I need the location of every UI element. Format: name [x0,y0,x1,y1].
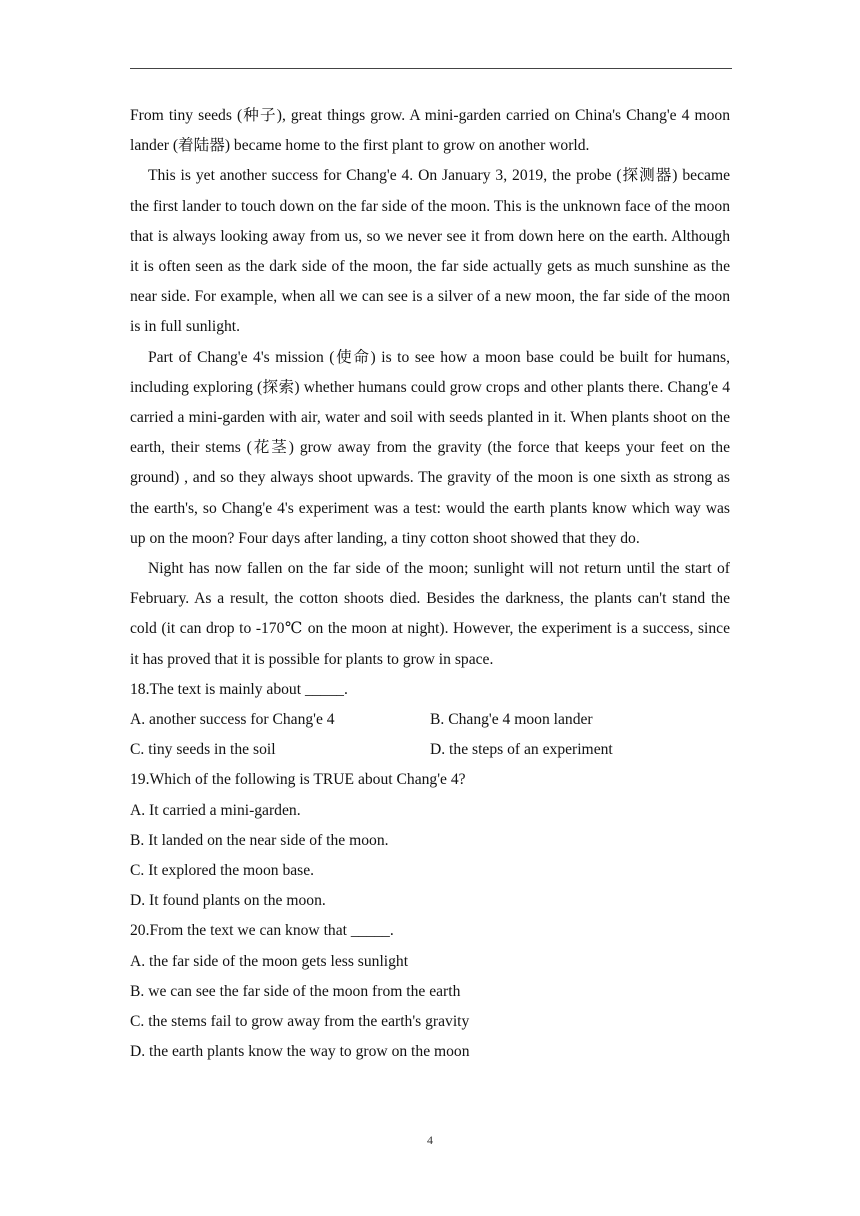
question-18-option-a: A. another success for Chang'e 4 [130,711,335,729]
page-number: 4 [427,1133,433,1147]
question-20-option-c: C. the stems fail to grow away from the earth's gravity [130,1013,470,1031]
question-19-option-a: A. It carried a mini-garden. [130,801,301,819]
question-19-option-b: B. It landed on the near side of the moon. [130,831,389,849]
header-rule [130,68,732,69]
question-19-stem: 19.Which of the following is TRUE about Chang'e 4? [130,771,466,789]
question-18-options-row-2 [130,735,730,765]
question-20-option-a: A. the far side of the moon gets less sunlight [130,952,409,970]
passage-paragraph-3: Part of Chang'e 4's mission (使命) is to see how a moon base could be built for humans, including exploring (探索) whether humans could grow crops and other plants there. Chang'e 4 carried a mini-garden with air, water and soil with seeds planted in it. When plants shoot on the earth, their stems (花茎) grow away from the gravity (the force that keeps your feet on the ground) , and so they always shoot upwards. The gravity of the moon is one sixth as strong as the earth's, so Chang'e 4's experiment was a test: would the earth plants know which way was up on the moon? Four days after landing, a tiny cotton shoot showed that they do. [130,348,730,547]
question-18-option-d: D. the steps of an experiment [430,741,613,759]
question-18-options-row-1 [130,705,730,735]
question-19-option-c: C. It explored the moon base. [130,862,315,880]
question-19-option-d: D. It found plants on the moon. [130,892,326,910]
question-20-option-b: B. we can see the far side of the moon from the earth [130,982,461,1000]
question-18-stem: 18.The text is mainly about _____. [130,680,348,698]
page-content [130,101,730,1068]
question-20-stem: 20.From the text we can know that _____. [130,922,394,940]
passage-paragraph-2: This is yet another success for Chang'e 4. On January 3, 2019, the probe (探测器) became the first lander to touch down on the far side of the moon. This is the unknown face of the moon that is always looking away from us, so we never see it from down here on the earth. Although it is often seen as the dark side of the moon, the far side actually gets as much sunshine as the near side. For example, when all we can see is a silver of a new moon, the far side of the moon is in full sunlight. [130,167,730,336]
question-20-option-d: D. the earth plants know the way to grow on the moon [130,1043,470,1061]
passage-paragraph-1: From tiny seeds (种子), great things grow. A mini-garden carried on China's Chang'e 4 moon lander (着陆器) became home to the first plant to grow on another world. [130,107,730,155]
passage-paragraph-4: Night has now fallen on the far side of the moon; sunlight will not return until the start of February. As a result, the cotton shoots died. Besides the darkness, the plants can't stand the cold (it can drop to -170℃ on the moon at night). However, the experiment is a success, since it has proved that it is possible for plants to grow in space. [130,560,730,668]
question-18-option-b: B. Chang'e 4 moon lander [430,711,593,729]
question-18-option-c: C. tiny seeds in the soil [130,741,276,759]
